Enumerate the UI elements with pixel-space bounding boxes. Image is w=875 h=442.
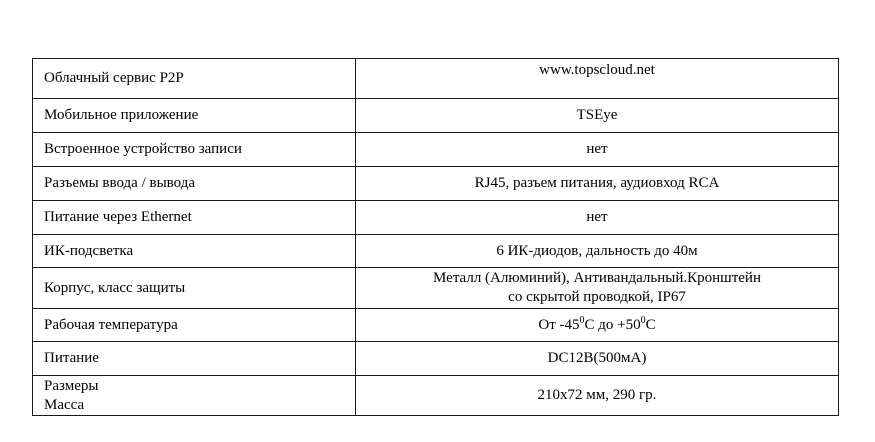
row-label [33,167,356,201]
superscript-degree: 0 [640,314,646,326]
row-value [356,342,839,376]
label-text: Корпус, класс защиты [44,279,186,296]
value-text: Металл (Алюминий), Антивандальный.Кронштейн [433,270,761,286]
table-row [33,201,839,235]
row-value [356,268,839,309]
row-value [356,309,839,342]
label-text: ИК-подсветка [44,242,134,259]
label-text: Встроенное устройство записи [44,141,242,157]
table-row [33,99,839,133]
label-text: Облачный сервис P2P [44,70,184,86]
row-value [356,99,839,133]
row-label [33,59,356,99]
value-text: 210х72 мм, 290 гр. [537,387,657,403]
row-value [356,133,839,167]
table-row [33,133,839,167]
row-label [33,309,356,342]
row-label [33,376,356,416]
value-text: www.topscloud.net [539,62,655,78]
specifications-table [32,58,839,416]
row-label [33,235,356,268]
table-row [33,59,839,99]
row-label [33,133,356,167]
row-value [356,201,839,235]
table-row [33,309,839,342]
value-text: со скрытой проводкой, IP67 [508,289,686,305]
value-text: нет [586,209,608,225]
label-text: Размеры [44,377,99,394]
row-value [356,376,839,416]
label-text: Масса [44,396,85,413]
value-text: TSEye [576,107,618,123]
label-text: Питание [44,350,99,366]
label-text: Питание через Ethernet [44,209,192,225]
table-row [33,376,839,416]
label-text: Разъемы ввода / вывода [44,175,195,191]
row-label [33,201,356,235]
label-text: Рабочая температура [44,316,178,333]
row-value [356,59,839,99]
table-row [33,235,839,268]
row-value [356,235,839,268]
row-label [33,268,356,309]
superscript-degree: 0 [579,314,585,326]
table-row [33,268,839,309]
table-row [33,167,839,201]
row-label [33,99,356,133]
row-label [33,342,356,376]
value-text: RJ45, разъем питания, аудиовход RCA [474,175,720,191]
table-row [33,342,839,376]
label-text: Мобильное приложение [44,107,199,123]
value-text: 6 ИК-диодов, дальность до 40м [496,242,698,259]
value-text: От $-45^0С$ до $+50^0С$ [538,314,656,333]
value-text: нет [586,141,608,157]
row-value [356,167,839,201]
value-text: DC12B(500мА) [547,350,647,366]
